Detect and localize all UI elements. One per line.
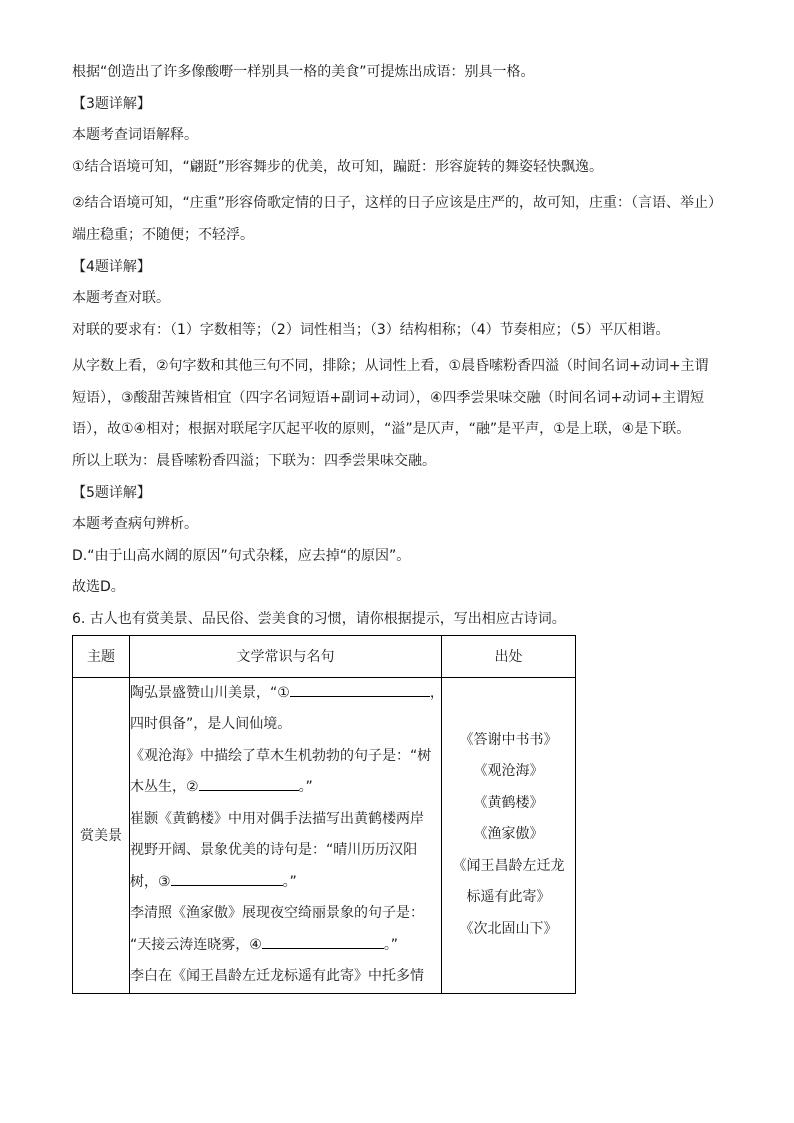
- content-cell: [130, 677, 442, 993]
- topic-cell: 赏美景: [73, 677, 130, 993]
- content-text: 《观沧海》中描绘了草木生机勃勃的句子是：“树: [130, 747, 432, 764]
- content-text: “天接云涛连晓雾，④: [130, 936, 262, 953]
- text-line: 本题考查词语解释。: [72, 127, 198, 143]
- text-line: 本题考查病句辨析。: [72, 516, 198, 532]
- content-text: 。”: [282, 873, 297, 890]
- content-text: ，: [429, 684, 444, 701]
- content-text: 崔颢《黄鹤楼》中用对偶手法描写出黄鹤楼两岸: [130, 810, 424, 827]
- answer-blank-2[interactable]: [199, 776, 299, 791]
- question-6: 6. 古人也有赏美景、品民俗、尝美食的习惯，请你根据提示，写出相应古诗词。: [72, 610, 566, 627]
- header-content: 文学常识与名句: [130, 635, 442, 677]
- header-topic: 主题: [73, 635, 130, 677]
- text-line: D.“由于山高水阔的原因”句式杂糅，应去掉“的原因”。: [72, 547, 411, 564]
- content-text: 四时俱备”，是人间仙境。: [130, 716, 292, 732]
- content-text: 李白在《闻王昌龄左迁龙标遥有此寄》中托多情: [130, 968, 424, 984]
- source-cell: [442, 677, 576, 993]
- source-item: 《观沧海》: [473, 763, 544, 780]
- answer-blank-4[interactable]: [262, 934, 384, 949]
- content-text: 。”: [298, 779, 313, 795]
- section-heading: 【4题详解】: [72, 258, 151, 275]
- content-text: 树，③: [130, 873, 171, 890]
- content-text: 木丛生，②: [130, 779, 199, 795]
- document-page: [72, 62, 722, 994]
- text-line: 对联的要求有：（1）字数相等；（2）词性相当；（3）结构相称；（4）节奏相应；（5）平仄相谐。: [72, 321, 670, 338]
- answer-blank-1[interactable]: [290, 682, 430, 697]
- answer-blank-3[interactable]: [171, 871, 283, 886]
- source-item: 《渔家傲》: [473, 826, 544, 843]
- section-heading: 【5题详解】: [72, 484, 151, 501]
- text-paragraph: 从字数上看，②句字数和其他三句不同，排除；从词性上看，①晨昏嗦粉香四溢（时间名词+动词+主谓短语），③酸甜苦辣皆相宜（四字名词短语+副词+动词），④四季尝果味交融（时间名词+动词+主谓短语），故①④相对；根据对联尾字仄起平收的原则，“溢”是仄声，“融”是平声，①是上联，④是下联。: [72, 358, 709, 437]
- text-line: 本题考查对联。: [72, 290, 170, 306]
- source-item: 《黄鹤楼》: [473, 794, 544, 811]
- source-item: 《答谢中书书》: [459, 731, 558, 748]
- text-line: ①结合语境可知，“翩跹”形容舞步的优美，故可知，蹁跹：形容旋转的舞姿轻快飘逸。: [72, 158, 604, 175]
- section-heading: 【3题详解】: [72, 95, 151, 112]
- text-line: 故选D。: [72, 579, 125, 595]
- source-item: 《闻王昌龄左迁龙: [452, 857, 565, 874]
- table-row: [73, 677, 576, 993]
- text-line: 根据“创造出了许多像酸嘢一样别具一格的美食”可提炼出成语：别具一格。: [72, 64, 535, 80]
- content-text: 陶弘景盛赞山川美景，“①: [130, 684, 290, 701]
- poetry-table: [72, 635, 576, 994]
- content-text: 视野开阔、景象优美的诗句是：“晴川历历汉阳: [130, 842, 418, 858]
- header-source: 出处: [442, 635, 576, 677]
- table-header-row: [73, 635, 576, 677]
- content-text: 。”: [383, 936, 399, 953]
- source-item: 《次北固山下》: [459, 920, 558, 937]
- content-text: 李清照《渔家傲》展现夜空绮丽景象的句子是：: [130, 905, 424, 921]
- source-item: 标遥有此寄》: [466, 889, 551, 906]
- text-paragraph: ②结合语境可知，“庄重”形容倚歌定情的日子，这样的日子应该是庄严的，故可知，庄重：（言语、举止）端庄稳重；不随便；不轻浮。: [72, 195, 716, 243]
- text-line: 所以上联为：晨昏嗦粉香四溢；下联为：四季尝果味交融。: [72, 453, 436, 469]
